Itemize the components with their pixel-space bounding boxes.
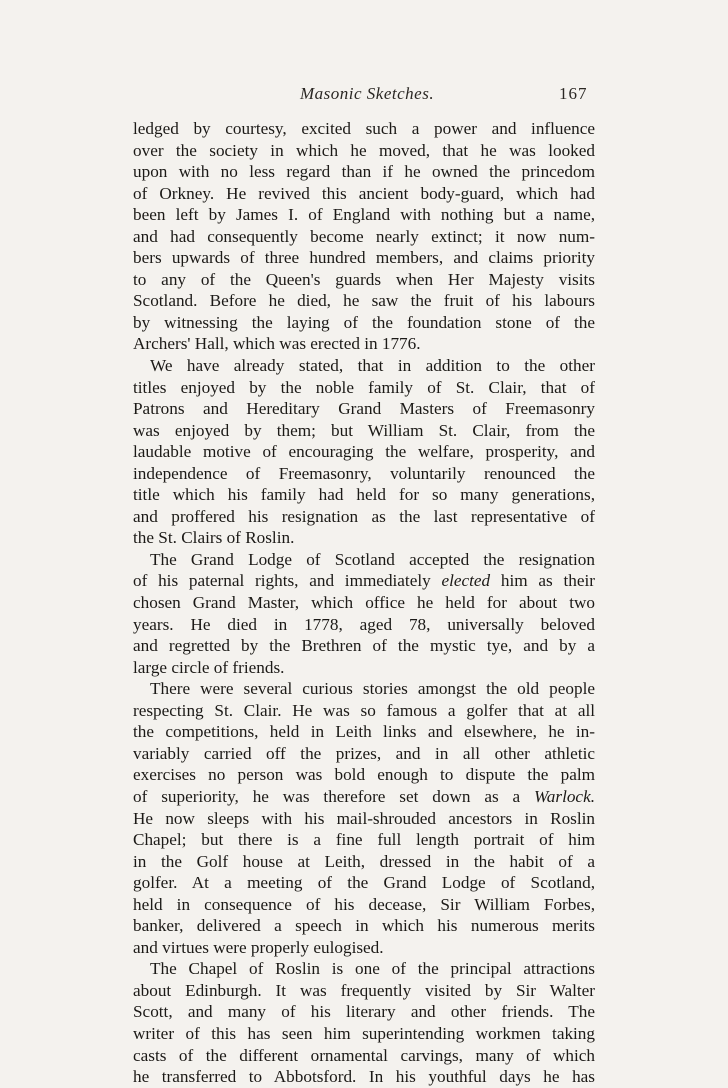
text-line: the St. Clairs of Roslin. (133, 528, 295, 548)
page-number: 167 (559, 84, 588, 103)
text-line: The Grand Lodge of Scotland accepted the resignation (150, 549, 595, 569)
text-line: years. He died in 1778, aged 78, universally beloved (133, 614, 595, 634)
text-line: upon with no less regard than if he owned the princedom (133, 162, 595, 182)
text-line: been left by James I. of England with nothing but a name, (133, 205, 595, 225)
text-line: Archers' Hall, which was erected in 1776. (133, 334, 421, 354)
running-title: Masonic Sketches. (300, 84, 435, 103)
text-line: bers upwards of three hundred members, and claims priority (133, 248, 595, 268)
text-line: exercises no person was bold enough to dispute the palm (133, 765, 595, 785)
text-line: and virtues were properly eulogised. (133, 937, 384, 957)
text-line: and had consequently become nearly extinct; it now num- (133, 226, 595, 246)
text-line: Scotland. Before he died, he saw the fruit of his labours (133, 291, 595, 311)
text-line: golfer. At a meeting of the Grand Lodge of Scotland, (133, 873, 595, 893)
text-line: title which his family had held for so many generations, (133, 485, 595, 505)
text-line: held in consequence of his decease, Sir William Forbes, (133, 894, 595, 914)
text-line: over the society in which he moved, that he was looked (133, 140, 595, 160)
text-line: to any of the Queen's guards when Her Majesty visits (133, 269, 595, 289)
text-line: chosen Grand Master, which office he held for about two (133, 593, 595, 613)
text-line: was enjoyed by them; but William St. Clair, from the (133, 420, 595, 440)
text-line: There were several curious stories amongst the old people (150, 679, 595, 699)
text-line: respecting St. Clair. He was so famous a golfer that at all (133, 700, 595, 720)
text-line: ledged by courtesy, excited such a power and influence (133, 119, 595, 138)
text-line: and regretted by the Brethren of the mystic tye, and by a (133, 636, 595, 656)
text-line: the competitions, held in Leith links and elsewhere, he in- (133, 722, 595, 742)
text-line: of Orkney. He revived this ancient body-guard, which had (133, 183, 595, 203)
text-line: He now sleeps with his mail-shrouded ancestors in Roslin (133, 808, 595, 828)
text-line: casts of the different ornamental carvings, many of which (133, 1045, 595, 1065)
text-line: by witnessing the laying of the foundation stone of the (133, 312, 595, 332)
text-line: We have already stated, that in addition to the other (150, 356, 595, 376)
text-line: titles enjoyed by the noble family of St. Clair, that of (133, 377, 595, 397)
text-line: independence of Freemasonry, voluntarily renounced the (133, 463, 595, 483)
text-line: he transferred to Abbotsford. In his youthful days he has (133, 1067, 595, 1087)
text-line: about Edinburgh. It was frequently visited by Sir Walter (133, 980, 595, 1000)
text-line: Scott, and many of his literary and other friends. The (133, 1002, 595, 1022)
text-line: Patrons and Hereditary Grand Masters of Freemasonry (133, 399, 595, 419)
text-line: banker, delivered a speech in which his numerous merits (133, 916, 595, 936)
body-text (133, 118, 595, 1088)
text-line: of his paternal rights, and immediately elected him as their (133, 571, 595, 591)
text-line: in the Golf house at Leith, dressed in the habit of a (133, 851, 595, 871)
text-line: The Chapel of Roslin is one of the principal attractions (150, 959, 595, 979)
text-line: large circle of friends. (133, 657, 285, 677)
text-line: and proffered his resignation as the last representative of (133, 506, 595, 526)
text-line: Chapel; but there is a fine full length portrait of him (133, 830, 595, 850)
text-line: laudable motive of encouraging the welfare, prosperity, and (133, 442, 595, 462)
running-head (0, 84, 728, 108)
text-line: of superiority, he was therefore set down as a Warlock. (133, 786, 595, 806)
text-line: writer of this has seen him superintending workmen taking (133, 1023, 595, 1043)
text-line: variably carried off the prizes, and in all other athletic (133, 743, 595, 763)
